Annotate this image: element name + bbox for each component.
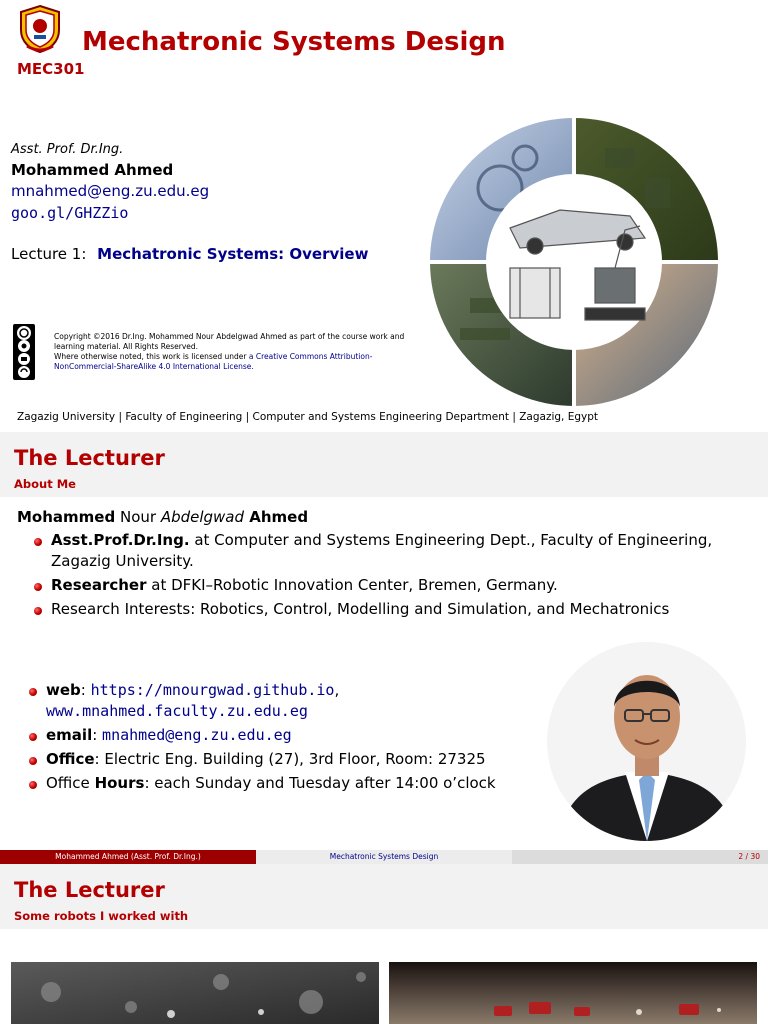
frame-header — [0, 864, 768, 929]
lecture-topic-link[interactable]: Mechatronic Systems: Overview — [97, 245, 369, 263]
name-italic: Abdelgwad — [160, 508, 245, 526]
name-first: Mohammed — [17, 508, 116, 526]
lecture-heading — [11, 245, 368, 263]
list-item-office — [28, 749, 548, 770]
office-value: : Electric Eng. Building (27), 3rd Floor, Room: 27325 — [94, 750, 486, 768]
license-link[interactable]: a Creative Commons Attribution-NonCommercial-ShareAlike 4.0 International License. — [54, 352, 373, 371]
frame-subtitle: About Me — [14, 477, 76, 491]
lecturer-role: Asst. Prof. Dr.Ing. — [11, 142, 124, 157]
nav-author: Mohammed Ahmed (Asst. Prof. Dr.Ing.) — [0, 850, 256, 864]
lecture-label: Lecture 1: — [11, 245, 87, 263]
office-label: Office — [46, 750, 95, 768]
web-link-2[interactable]: www.mnahmed.faculty.zu.edu.eg — [46, 702, 308, 720]
name-middle: Nour — [115, 508, 161, 526]
robots-slide — [0, 864, 768, 1024]
lecturer-slide — [0, 432, 768, 864]
copyright-notice — [54, 332, 414, 372]
list-item-hours — [28, 773, 548, 794]
university-logo — [17, 4, 63, 54]
title-slide — [0, 0, 768, 432]
course-title: Mechatronic Systems Design — [82, 27, 506, 57]
creative-commons-icon[interactable] — [13, 324, 35, 380]
contact-list — [28, 680, 548, 797]
nav-course-title: Mechatronic Systems Design — [256, 850, 512, 864]
institution-footer: Zagazig University | Faculty of Engineering | Computer and Systems Engineering Department | Zagazig, Egypt — [17, 411, 599, 423]
hours-value: : each Sunday and Tuesday after 14:00 o’clock — [144, 774, 496, 792]
list-item — [33, 599, 733, 620]
frame-subtitle: Some robots I worked with — [14, 909, 189, 923]
list-item-web: web: https://mnourgwad.github.io, www.mnahmed.faculty.zu.edu.eg — [28, 680, 548, 722]
frame-header — [0, 432, 768, 497]
mechatronics-collage-image — [430, 118, 718, 406]
slide-navigation-bar — [0, 850, 768, 864]
web-label: web — [46, 681, 81, 699]
list-item-text: at Computer and Systems Engineering Dept., Faculty of Engineering, Zagazig University. — [51, 531, 713, 570]
course-code: MEC301 — [17, 60, 85, 78]
lecturer-name: Mohammed Ahmed — [11, 161, 174, 179]
web-link-1[interactable]: https://mnourgwad.github.io — [90, 681, 335, 699]
lecturer-portrait — [547, 642, 746, 841]
hours-label: Hours — [94, 774, 145, 792]
list-item-bold: Asst.Prof.Dr.Ing. — [51, 531, 190, 549]
lunar-surface-photo — [11, 962, 379, 1024]
list-item-text: at DFKI–Robotic Innovation Center, Bremen, Germany. — [146, 576, 558, 594]
nav-page-number: 2 / 30 — [512, 850, 768, 864]
email-label: email — [46, 726, 93, 744]
copyright-text: Copyright ©2016 Dr.Ing. Mohammed Nour Abdelgwad Ahmed as part of the course work and learning material. All Rights Reserved. — [54, 332, 405, 351]
list-item — [33, 530, 733, 572]
list-item-text: Research Interests: Robotics, Control, Modelling and Simulation, and Mechatronics — [51, 600, 670, 618]
short-link[interactable]: goo.gl/GHZZio — [11, 204, 129, 222]
list-item-bold: Researcher — [51, 576, 147, 594]
full-name — [17, 508, 308, 526]
hours-prefix: Office — [46, 774, 95, 792]
name-last: Ahmed — [244, 508, 309, 526]
license-prefix: Where otherwise noted, this work is licensed under — [54, 352, 249, 361]
lecturer-email-link[interactable]: mnahmed@eng.zu.edu.eg — [11, 182, 210, 200]
frame-title: The Lecturer — [14, 446, 165, 470]
email-link[interactable]: mnahmed@eng.zu.edu.eg — [102, 726, 292, 744]
frame-title: The Lecturer — [14, 878, 165, 902]
robot-on-sand-photo — [389, 962, 757, 1024]
list-item — [33, 575, 733, 596]
list-item-email: email: mnahmed@eng.zu.edu.eg — [28, 725, 548, 746]
position-list — [33, 530, 733, 623]
